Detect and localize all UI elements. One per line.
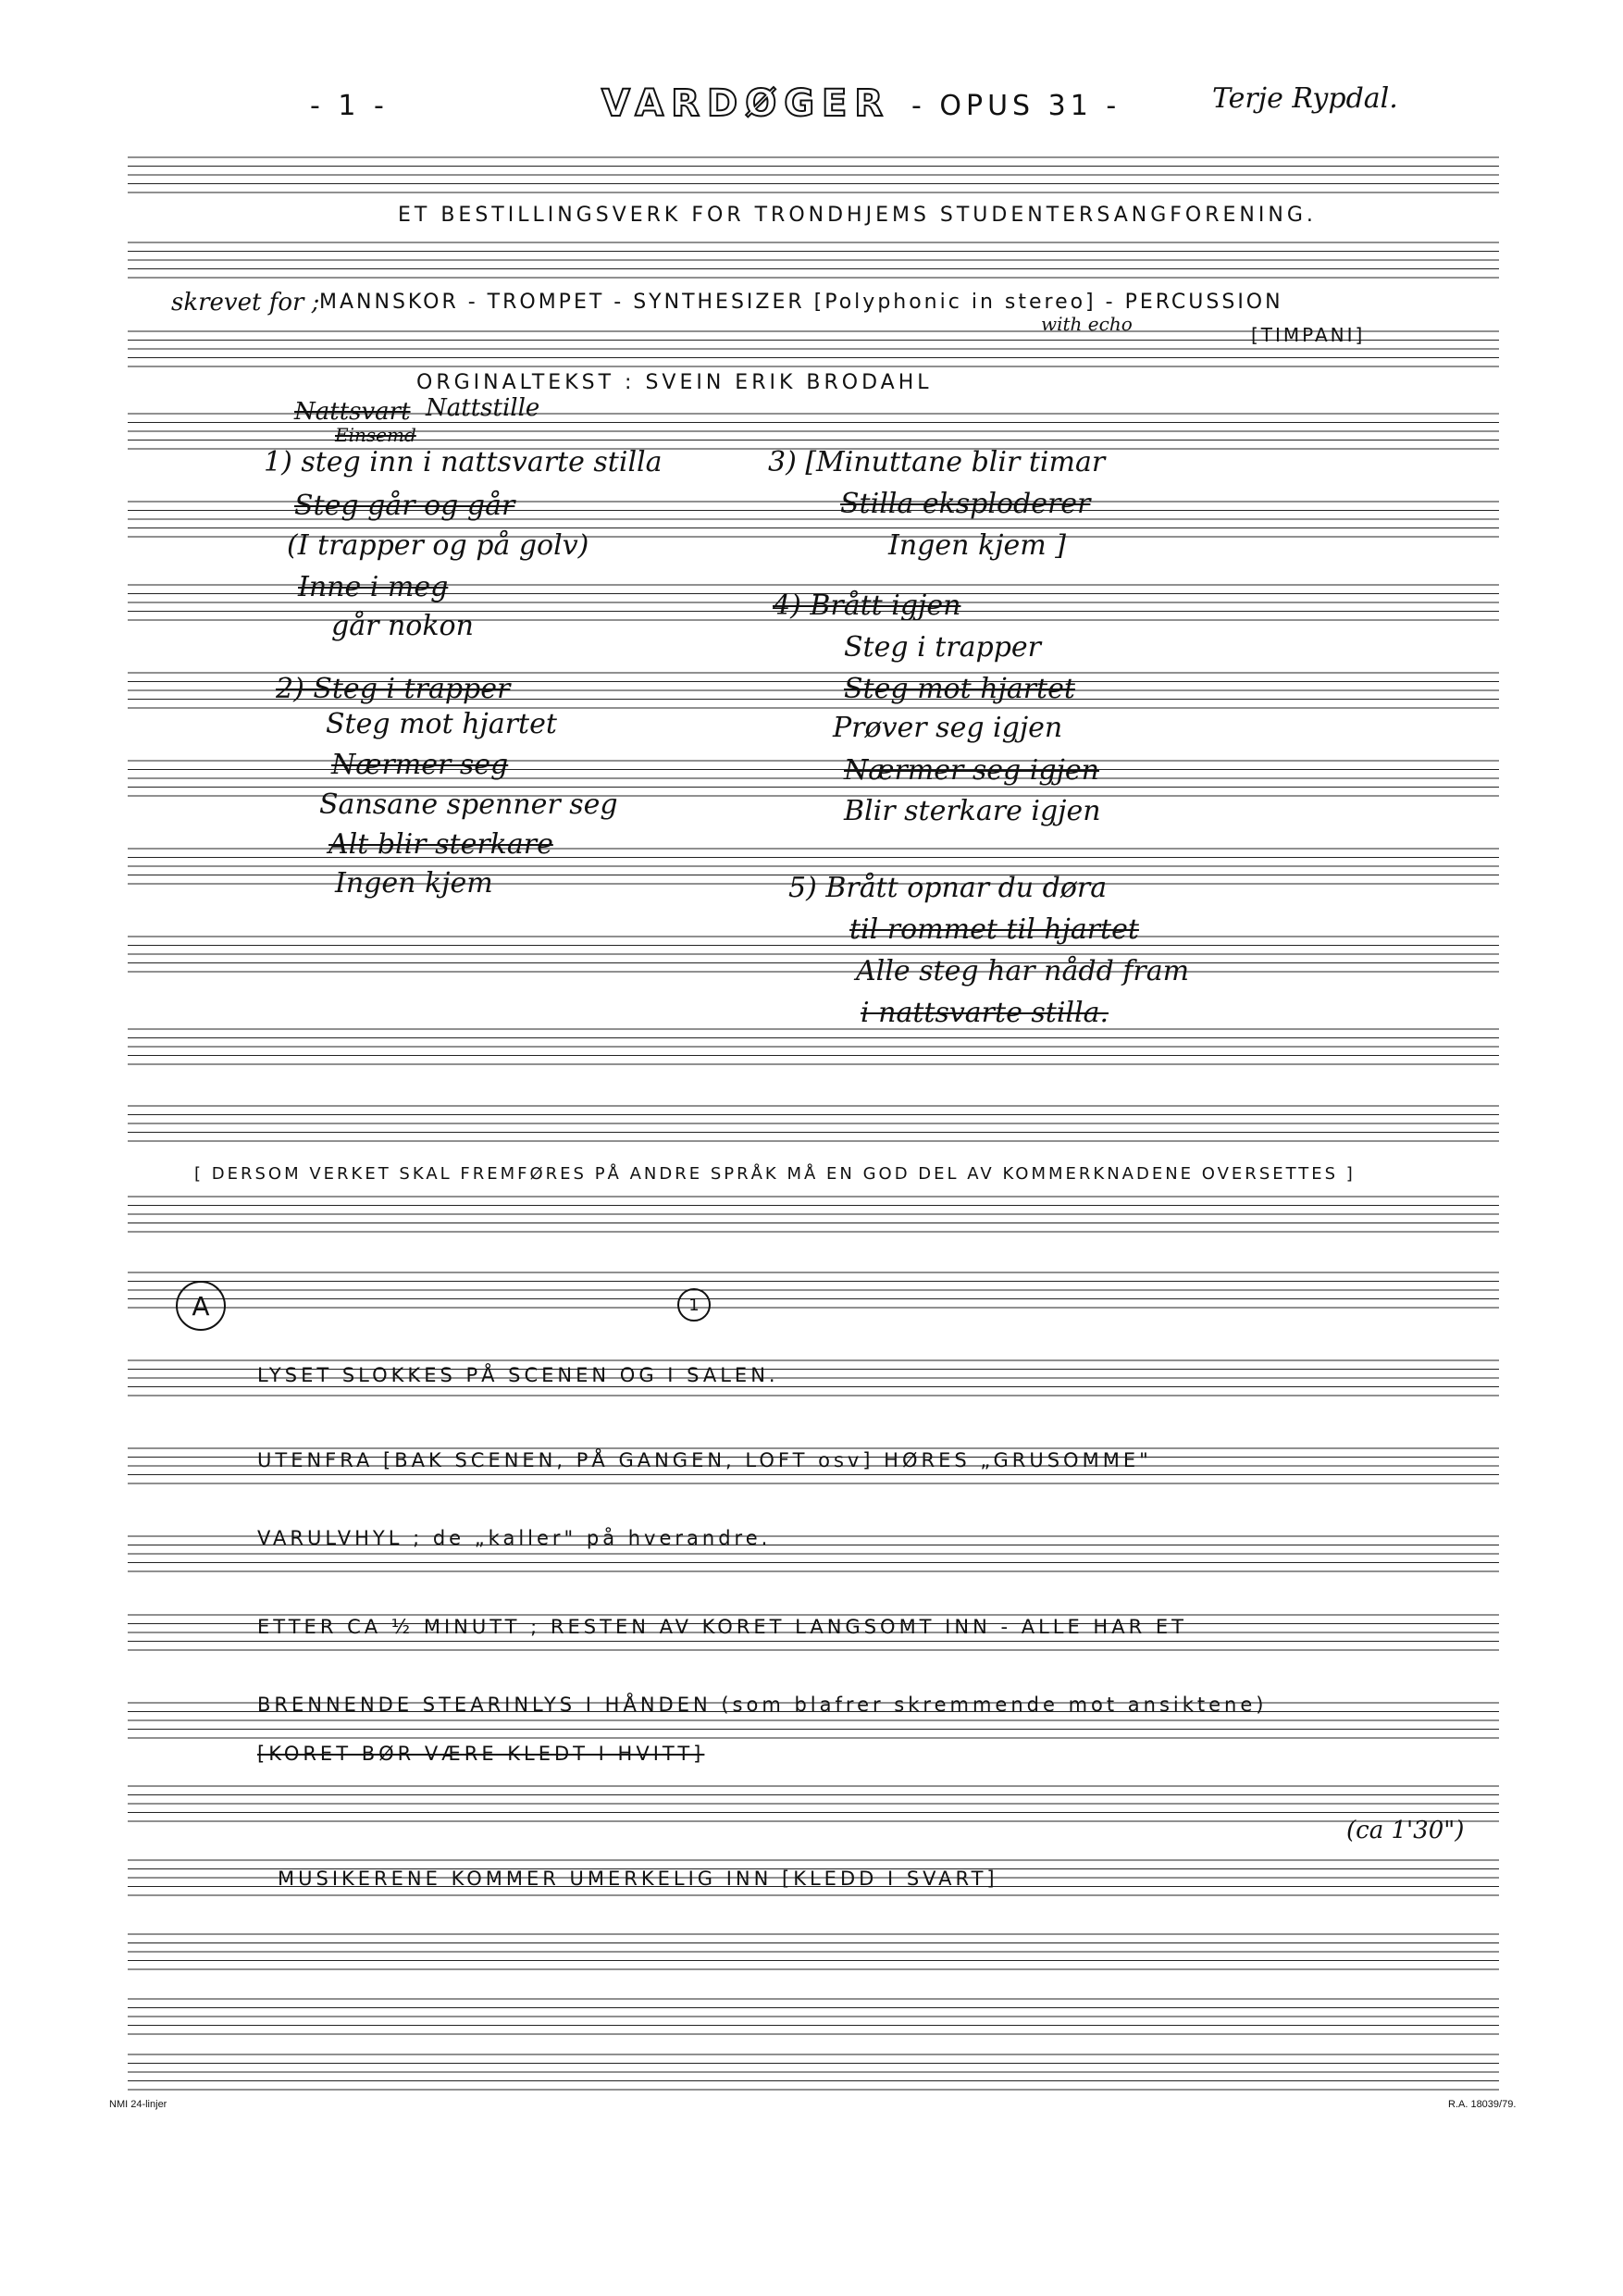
poem-title-struck: Nattsvart bbox=[294, 398, 411, 426]
staff bbox=[128, 1934, 1499, 1969]
stage-direction-line: UTENFRA [BAK SCENEN, PÅ GANGEN, LOFT osv] HØRES „GRUSOMME" bbox=[257, 1449, 1152, 1471]
opus-number: - OPUS 31 - bbox=[911, 90, 1121, 122]
page-number: - 1 - bbox=[310, 90, 389, 122]
cue-number-mark bbox=[677, 1288, 711, 1322]
cue-number: 1 bbox=[688, 1295, 700, 1315]
staff bbox=[128, 1106, 1499, 1141]
poem-line-right: i nattsvarte stilla. bbox=[861, 997, 1109, 1029]
performance-note: [ DERSOM VERKET SKAL FREMFØRES PÅ ANDRE SPRÅK MÅ EN GOD DEL AV KOMMERKNADENE OVERSETTES ] bbox=[194, 1164, 1356, 1184]
staff bbox=[128, 2054, 1499, 2090]
stage-direction-line: ETTER CA ½ MINUTT ; RESTEN AV KORET LANGSOMT INN - ALLE HAR ET bbox=[257, 1616, 1187, 1638]
stage-direction-line: [KORET BØR VÆRE KLEDT I HVITT] bbox=[257, 1743, 705, 1765]
commission-subtitle: ET BESTILLINGSVERK FOR TRONDHJEMS STUDENTERSANGFORENING. bbox=[398, 204, 1317, 227]
poem-line-left: Alt blir sterkare bbox=[328, 828, 553, 861]
poem-line-right: Blir sterkare igjen bbox=[844, 795, 1101, 827]
poem-line-right: Steg mot hjartet bbox=[844, 673, 1075, 705]
poem-title-alt: Einsemd bbox=[335, 424, 416, 446]
poem-line-right: Nærmer seg igjen bbox=[844, 754, 1099, 787]
scoring-timpani: [TIMPANI] bbox=[1251, 324, 1366, 346]
staff bbox=[128, 1999, 1499, 2034]
poem-line-left: 1) steg inn i nattsvarte stilla bbox=[264, 446, 663, 478]
original-text-credit: ORGINALTEKST : SVEIN ERIK BRODAHL bbox=[416, 371, 933, 394]
poem-line-left: Steg går og går bbox=[294, 490, 515, 522]
stage-direction-line: VARULVHYL ; de „kaller" på hverandre. bbox=[257, 1527, 772, 1549]
poem-line-right: 5) Brått opnar du døra bbox=[788, 872, 1108, 904]
stage-direction-line: BRENNENDE STEARINLYS I HÅNDEN (som blafrer skremmende mot ansiktene) bbox=[257, 1694, 1268, 1716]
poem-line-right: Ingen kjem ] bbox=[888, 529, 1066, 562]
scoring-instruments: MANNSKOR - TROMPET - SYNTHESIZER [Polyphonic in stereo] - PERCUSSION bbox=[319, 291, 1283, 314]
poem-line-right: Alle steg har nådd fram bbox=[856, 955, 1190, 987]
poem-line-right: Steg i trapper bbox=[844, 631, 1042, 664]
poem-line-left: (I trapper og på golv) bbox=[287, 529, 589, 562]
poem-line-left: Inne i meg bbox=[298, 571, 449, 603]
staff bbox=[128, 1197, 1499, 1232]
scoring-label: skrevet for ; bbox=[171, 289, 320, 316]
staff bbox=[128, 1786, 1499, 1821]
staff bbox=[128, 1272, 1499, 1308]
catalog-number: R.A. 18039/79. bbox=[1448, 2099, 1517, 2110]
poem-line-right: 4) Brått igjen bbox=[773, 590, 961, 622]
poem-line-left: Nærmer seg bbox=[331, 749, 509, 781]
poem-title: Nattstille bbox=[426, 394, 540, 422]
paper-type-label: NMI 24-linjer bbox=[109, 2099, 167, 2110]
rehearsal-mark-letter: A bbox=[192, 1290, 210, 1322]
poem-line-left: går nokon bbox=[331, 610, 474, 642]
stage-direction-line: MUSIKERENE KOMMER UMERKELIG INN [KLEDD I SVART] bbox=[278, 1868, 998, 1890]
composer-signature: Terje Rypdal. bbox=[1212, 82, 1398, 115]
work-title: VARDØGER bbox=[601, 82, 891, 125]
poem-line-right: Prøver seg igjen bbox=[833, 712, 1063, 744]
poem-line-left: Sansane spenner seg bbox=[319, 788, 618, 821]
rehearsal-mark bbox=[176, 1281, 226, 1331]
poem-line-right: 3) [Minuttane blir timar bbox=[768, 446, 1106, 478]
poem-line-right: til rommet til hjartet bbox=[849, 913, 1139, 946]
staff bbox=[128, 157, 1499, 192]
poem-line-right: Stilla eksploderer bbox=[840, 488, 1091, 520]
staff bbox=[128, 1029, 1499, 1064]
staff bbox=[128, 242, 1499, 278]
staff bbox=[128, 937, 1499, 972]
duration-marking: (ca 1'30") bbox=[1346, 1817, 1465, 1844]
stage-direction-line: LYSET SLOKKES PÅ SCENEN OG I SALEN. bbox=[257, 1364, 779, 1386]
poem-line-left: Steg mot hjartet bbox=[326, 708, 557, 740]
scoring-echo-note: with echo bbox=[1041, 313, 1133, 335]
poem-line-left: Ingen kjem bbox=[335, 867, 493, 900]
poem-line-left: 2) Steg i trapper bbox=[276, 673, 511, 705]
